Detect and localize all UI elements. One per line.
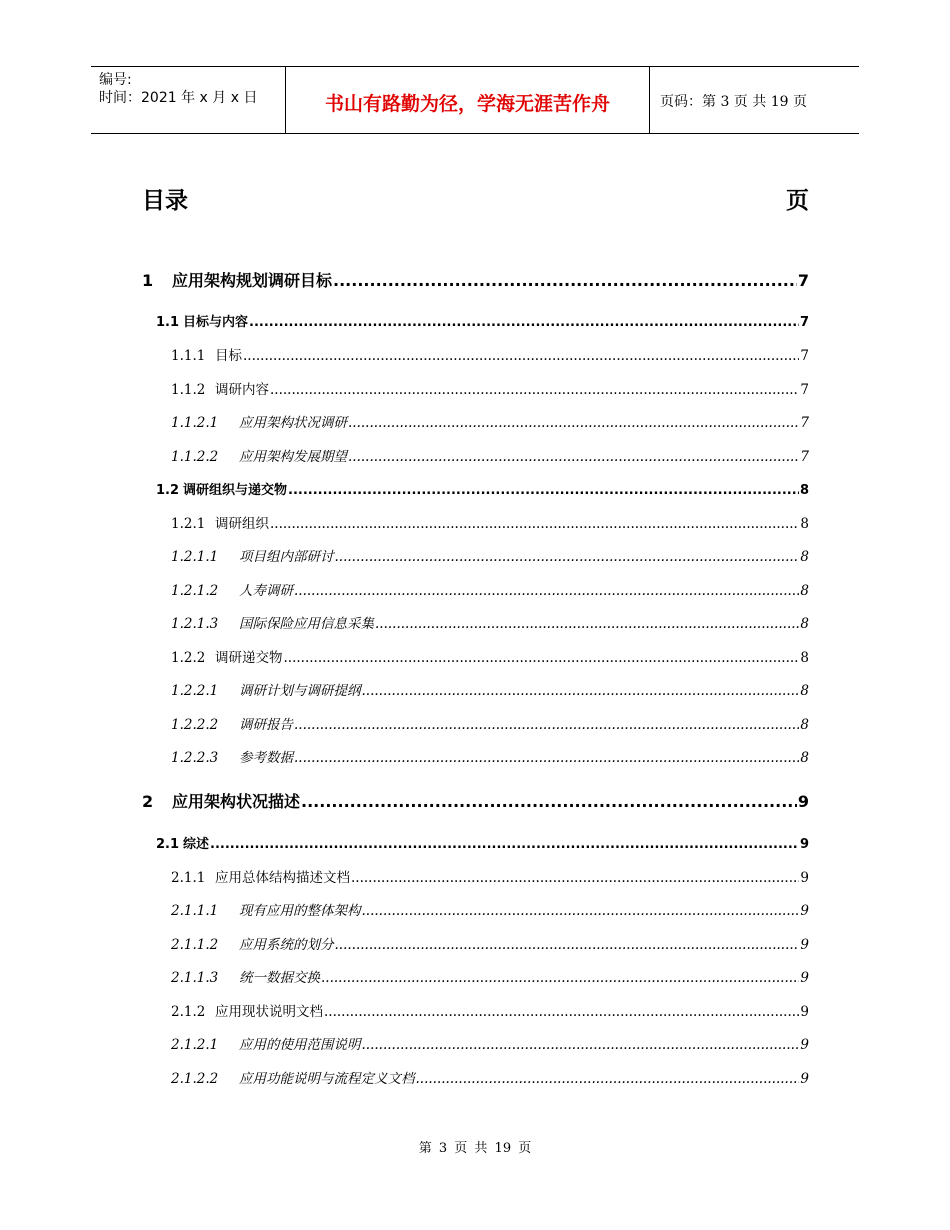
toc-entry-number: 1.1.2 xyxy=(171,382,206,398)
toc-entry-page: 7 xyxy=(800,348,809,364)
toc-entry-number: 1.2.2.3 xyxy=(171,750,219,766)
toc-entry-page: 7 xyxy=(800,449,809,465)
toc-dot-leader xyxy=(210,837,799,852)
toc-entry-number: 2.1.2 xyxy=(171,1004,206,1020)
toc-entry-title: 参考数据 xyxy=(239,750,293,766)
toc-entry-page: 7 xyxy=(797,271,809,290)
toc-entry-page: 9 xyxy=(800,903,809,919)
toc-entry-title: 现有应用的整体架构 xyxy=(239,903,361,919)
toc-entry-page: 8 xyxy=(800,516,809,532)
toc-entry-number: 2 xyxy=(142,792,154,811)
toc-entry[interactable] xyxy=(171,1067,809,1087)
toc-entry-number: 2.1.1.2 xyxy=(171,937,219,953)
toc-entry-page: 8 xyxy=(800,583,809,599)
toc-entry[interactable] xyxy=(171,344,809,364)
toc-dot-leader xyxy=(416,1071,800,1087)
toc-entry-title: 调研递交物 xyxy=(215,650,283,666)
toc-dot-leader xyxy=(362,903,800,919)
toc-dot-leader xyxy=(335,549,800,565)
toc-entry-number: 1.2 xyxy=(156,483,180,498)
toc-entry-title: 应用功能说明与流程定义文档 xyxy=(239,1071,415,1087)
toc-dot-leader xyxy=(243,348,799,364)
header-motto: 书山有路勤为径，学海无涯苦作舟 xyxy=(286,67,650,133)
toc-dot-leader xyxy=(294,583,799,599)
toc-entry[interactable] xyxy=(171,1033,809,1053)
toc-entry-number: 1.2.2 xyxy=(171,650,206,666)
page-footer: 第 3 页 共 19 页 xyxy=(418,1141,532,1156)
toc-entry-number: 1.1 xyxy=(156,315,180,330)
toc-dot-leader xyxy=(249,315,799,330)
toc-dot-leader xyxy=(294,717,799,733)
toc-entry-title: 调研报告 xyxy=(239,717,293,733)
toc-dot-leader xyxy=(375,616,799,632)
toc-entry-page: 9 xyxy=(800,1037,809,1053)
toc-entry-title: 应用架构状况描述 xyxy=(172,792,301,811)
page-header xyxy=(91,66,859,134)
toc-entry[interactable] xyxy=(142,268,809,291)
toc-entry[interactable] xyxy=(171,933,809,953)
toc-entry-number: 2.1 xyxy=(156,837,180,852)
toc-entry-page: 8 xyxy=(799,483,809,498)
toc-entry[interactable] xyxy=(156,833,809,852)
toc-entry-number: 2.1.1.3 xyxy=(171,970,219,986)
toc-dot-leader xyxy=(301,792,797,811)
toc-entry[interactable] xyxy=(171,866,809,886)
toc-entry-page: 8 xyxy=(800,549,809,565)
toc-entry-number: 1.2.1.3 xyxy=(171,616,219,632)
toc-entry-title: 国际保险应用信息采集 xyxy=(239,616,374,632)
toc-entry-title: 应用架构状况调研 xyxy=(239,415,347,431)
toc-entry[interactable] xyxy=(171,545,809,565)
toc-entry-title: 目标 xyxy=(215,348,242,364)
toc-dot-leader xyxy=(284,650,800,666)
toc-entry-title: 统一数据交换 xyxy=(239,970,320,986)
toc-entry-title: 应用现状说明文档 xyxy=(215,1004,323,1020)
toc-entry[interactable] xyxy=(171,679,809,699)
toc-dot-leader xyxy=(270,516,799,532)
toc-title: 目录 xyxy=(142,188,188,214)
toc-entry-page: 8 xyxy=(800,683,809,699)
toc-entry-page: 9 xyxy=(800,1004,809,1020)
toc-dot-leader xyxy=(335,937,800,953)
toc-entry-title: 调研计划与调研提纲 xyxy=(239,683,361,699)
toc-dot-leader xyxy=(321,970,799,986)
toc-entry-page: 7 xyxy=(799,315,809,330)
toc-entry[interactable] xyxy=(171,966,809,986)
toc-entry-title: 目标与内容 xyxy=(183,315,249,330)
toc-entry-page: 8 xyxy=(800,750,809,766)
toc-entry-number: 2.1.2.2 xyxy=(171,1071,219,1087)
toc-entry-page: 8 xyxy=(800,650,809,666)
toc-entry-page: 9 xyxy=(800,1071,809,1087)
toc-entry-title: 调研组织与递交物 xyxy=(183,483,288,498)
toc-entry-title: 应用系统的划分 xyxy=(239,937,334,953)
toc-entry-page: 9 xyxy=(797,792,809,811)
toc-entry-title: 综述 xyxy=(183,837,210,852)
toc-entry-title: 应用的使用范围说明 xyxy=(239,1037,361,1053)
toc-dot-leader xyxy=(351,870,799,886)
toc-entry-page: 9 xyxy=(799,837,809,852)
toc-entry-number: 1.1.2.1 xyxy=(171,415,219,431)
toc-entry-page: 8 xyxy=(800,717,809,733)
toc-entry-title: 项目组内部研讨 xyxy=(239,549,334,565)
toc-dot-leader xyxy=(362,683,800,699)
toc-dot-leader xyxy=(324,1004,799,1020)
toc-entry-number: 2.1.2.1 xyxy=(171,1037,219,1053)
toc-entry-title: 应用总体结构描述文档 xyxy=(215,870,350,886)
toc-entry-page: 7 xyxy=(800,415,809,431)
toc-dot-leader xyxy=(270,382,799,398)
toc-entry[interactable] xyxy=(171,445,809,465)
toc-heading xyxy=(142,182,809,215)
toc-entry[interactable] xyxy=(156,311,809,330)
toc-dot-leader xyxy=(362,1037,800,1053)
toc-dot-leader xyxy=(294,750,799,766)
toc-entry[interactable] xyxy=(171,1000,809,1020)
toc-entry[interactable] xyxy=(171,512,809,532)
toc-entry-title: 调研内容 xyxy=(215,382,269,398)
toc-entry[interactable] xyxy=(171,378,809,398)
toc-entry-title: 应用架构规划调研目标 xyxy=(172,271,333,290)
toc-entry-title: 人寿调研 xyxy=(239,583,293,599)
toc-entry[interactable] xyxy=(171,713,809,733)
header-meta xyxy=(91,67,286,133)
toc-entry-number: 1.2.1.1 xyxy=(171,549,219,565)
toc-entry-number: 2.1.1 xyxy=(171,870,206,886)
toc-entry-number: 1 xyxy=(142,271,154,290)
toc-entry-number: 1.1.2.2 xyxy=(171,449,219,465)
toc-entry[interactable] xyxy=(142,789,809,812)
toc-entry[interactable] xyxy=(171,646,809,666)
toc-entry[interactable] xyxy=(156,479,809,498)
toc-page-column-label: 页 xyxy=(786,188,809,214)
header-page-info: 页码：第 3 页 共 19 页 xyxy=(660,94,807,110)
document-time: 时间：2021 年 x 月 x 日 xyxy=(99,90,258,106)
toc-entry-page: 7 xyxy=(800,382,809,398)
toc-entry[interactable] xyxy=(171,746,809,766)
toc-entry-number: 1.2.2.2 xyxy=(171,717,219,733)
toc-entry-number: 1.2.1.2 xyxy=(171,583,219,599)
toc-entry-page: 9 xyxy=(800,937,809,953)
toc-dot-leader xyxy=(288,483,799,498)
toc-entry[interactable] xyxy=(171,579,809,599)
toc-entry-title: 应用架构发展期望 xyxy=(239,449,347,465)
toc-dot-leader xyxy=(348,415,799,431)
toc-entry-number: 1.2.2.1 xyxy=(171,683,219,699)
toc-entry[interactable] xyxy=(171,899,809,919)
toc-entry-number: 2.1.1.1 xyxy=(171,903,219,919)
document-code-label: 编号: xyxy=(99,72,132,88)
toc-entry[interactable] xyxy=(171,411,809,431)
toc-dot-leader xyxy=(333,271,797,290)
toc-entry-page: 9 xyxy=(800,970,809,986)
toc-entry-page: 8 xyxy=(800,616,809,632)
toc-entry-number: 1.2.1 xyxy=(171,516,206,532)
toc-entry-title: 调研组织 xyxy=(215,516,269,532)
toc-entry-page: 9 xyxy=(800,870,809,886)
toc-entry[interactable] xyxy=(171,612,809,632)
toc-entry-number: 1.1.1 xyxy=(171,348,206,364)
toc-dot-leader xyxy=(348,449,799,465)
